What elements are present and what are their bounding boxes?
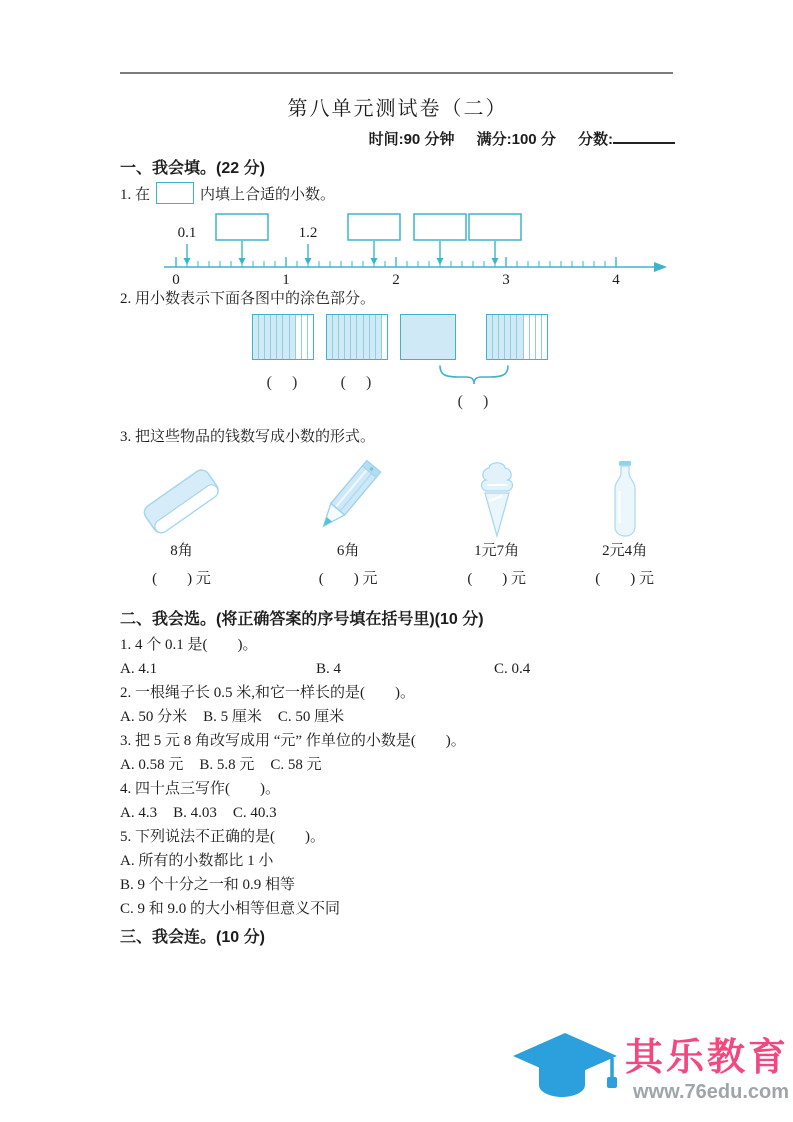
- question-2-figures: [252, 314, 675, 411]
- mc-option: C. 0.4: [494, 661, 531, 677]
- figure-cell: [381, 315, 387, 359]
- pencil-icon: [298, 455, 398, 539]
- mc-option: A. 4.1: [120, 661, 158, 677]
- figure-column: [326, 314, 388, 392]
- item-column: [298, 455, 398, 589]
- mc-option: B. 4.03: [173, 805, 217, 821]
- svg-text:1.2: 1.2: [298, 225, 318, 241]
- score-blank: [613, 128, 675, 144]
- header-rule: [120, 72, 673, 74]
- mc-question-text: 5. 下列说法不正确的是( )。: [120, 829, 325, 845]
- time-label: 时间:90 分钟: [368, 131, 455, 148]
- mc-question-text: 1. 4 个 0.1 是( )。: [120, 637, 258, 653]
- ice-cream-icon: [470, 457, 524, 539]
- mc-options: [120, 705, 675, 729]
- mc-options: [120, 753, 675, 777]
- item-price: 1元7角: [474, 543, 520, 559]
- eraser-icon: [134, 459, 229, 539]
- mc-option: B. 5 厘米: [203, 709, 262, 725]
- question-3-items: [134, 455, 654, 589]
- mc-option: B. 4: [316, 661, 342, 677]
- mc-option: C. 9 和 9.0 的大小相等但意义不同: [120, 901, 341, 917]
- graduation-cap-icon: [508, 1027, 623, 1112]
- figure-cell: [307, 315, 313, 359]
- brand-name: 其乐教育: [624, 1036, 789, 1079]
- question-1-text-before: 1. 在: [120, 187, 151, 203]
- mc-option: C. 50 厘米: [277, 709, 345, 725]
- brand-logo: [508, 1027, 789, 1112]
- mc-question-text: 4. 四十点三写作( )。: [120, 781, 280, 797]
- mc-option: A. 所有的小数都比 1 小: [120, 853, 274, 869]
- item-answer: ( ) 元: [318, 571, 378, 587]
- tenths-grid-figure: [486, 314, 548, 360]
- svg-text:4: 4: [612, 272, 620, 287]
- mc-question-text: 2. 一根绳子长 0.5 米,和它一样长的是( )。: [120, 685, 415, 701]
- mc-option: A. 0.58 元: [120, 757, 184, 773]
- question-1-text-after: 内填上合适的小数。: [200, 187, 336, 203]
- item-column: [134, 459, 229, 589]
- brace-icon: [438, 364, 510, 386]
- svg-text:2: 2: [392, 272, 400, 287]
- mc-options: [120, 657, 675, 681]
- item-price: 8角: [170, 543, 193, 559]
- mc-option: C. 40.3: [232, 805, 277, 821]
- brand-text: [625, 1036, 789, 1104]
- item-price: 2元4角: [602, 543, 648, 559]
- svg-text:0: 0: [172, 272, 180, 287]
- fill-box: [156, 182, 194, 204]
- tenths-grid-figure: [326, 314, 388, 360]
- svg-text:1: 1: [282, 272, 290, 287]
- answer-paren: ( ): [457, 393, 491, 410]
- mc-option: B. 5.8 元: [199, 757, 255, 773]
- section-1-heading: 一、我会填。(22 分): [120, 160, 265, 177]
- whole-grid-figure: [400, 314, 456, 360]
- section-3-heading: 三、我会连。(10 分): [120, 929, 265, 946]
- item-column: [467, 457, 526, 589]
- mc-question-text: 3. 把 5 元 8 角改写成用 “元” 作单位的小数是( )。: [120, 733, 466, 749]
- answer-paren: ( ): [340, 374, 374, 391]
- mc-option: A. 4.3: [120, 805, 158, 821]
- figure-cell: [541, 315, 547, 359]
- tenths-grid-figure: [252, 314, 314, 360]
- exam-info-line: [120, 128, 675, 149]
- item-answer: ( ) 元: [595, 571, 654, 587]
- page-title: 第八单元测试卷（二）: [287, 98, 508, 120]
- item-column: [595, 459, 654, 589]
- svg-text:3: 3: [502, 272, 510, 287]
- score-label: 分数:: [578, 131, 613, 148]
- multiple-choice-list: [120, 633, 675, 921]
- mc-option: C. 58 元: [270, 757, 322, 773]
- item-price: 6角: [336, 543, 360, 559]
- question-2-text: 2. 用小数表示下面各图中的涂色部分。: [120, 291, 376, 307]
- figure-group-row: [400, 314, 548, 360]
- item-answer: ( ) 元: [467, 571, 527, 587]
- figure-column: [252, 314, 314, 392]
- milk-bottle-icon: [606, 459, 644, 539]
- mc-option: A. 50 分米: [120, 709, 188, 725]
- paper-content: [120, 94, 675, 951]
- brand-url: www.76edu.com: [633, 1080, 789, 1103]
- number-line: [162, 209, 674, 287]
- mc-options: [120, 849, 675, 921]
- mc-options: [120, 801, 675, 825]
- item-answer: ( ) 元: [152, 571, 211, 587]
- question-3-text: 3. 把这些物品的钱数写成小数的形式。: [120, 429, 376, 445]
- full-score-label: 满分:100 分: [476, 131, 556, 148]
- svg-text:0.1: 0.1: [177, 225, 197, 241]
- figure-group: [400, 314, 548, 411]
- question-1-text: [120, 182, 675, 207]
- answer-paren: ( ): [266, 374, 300, 391]
- mc-option: B. 9 个十分之一和 0.9 相等: [120, 877, 296, 893]
- section-2-heading: 二、我会选。(将正确答案的序号填在括号里)(10 分): [120, 611, 484, 628]
